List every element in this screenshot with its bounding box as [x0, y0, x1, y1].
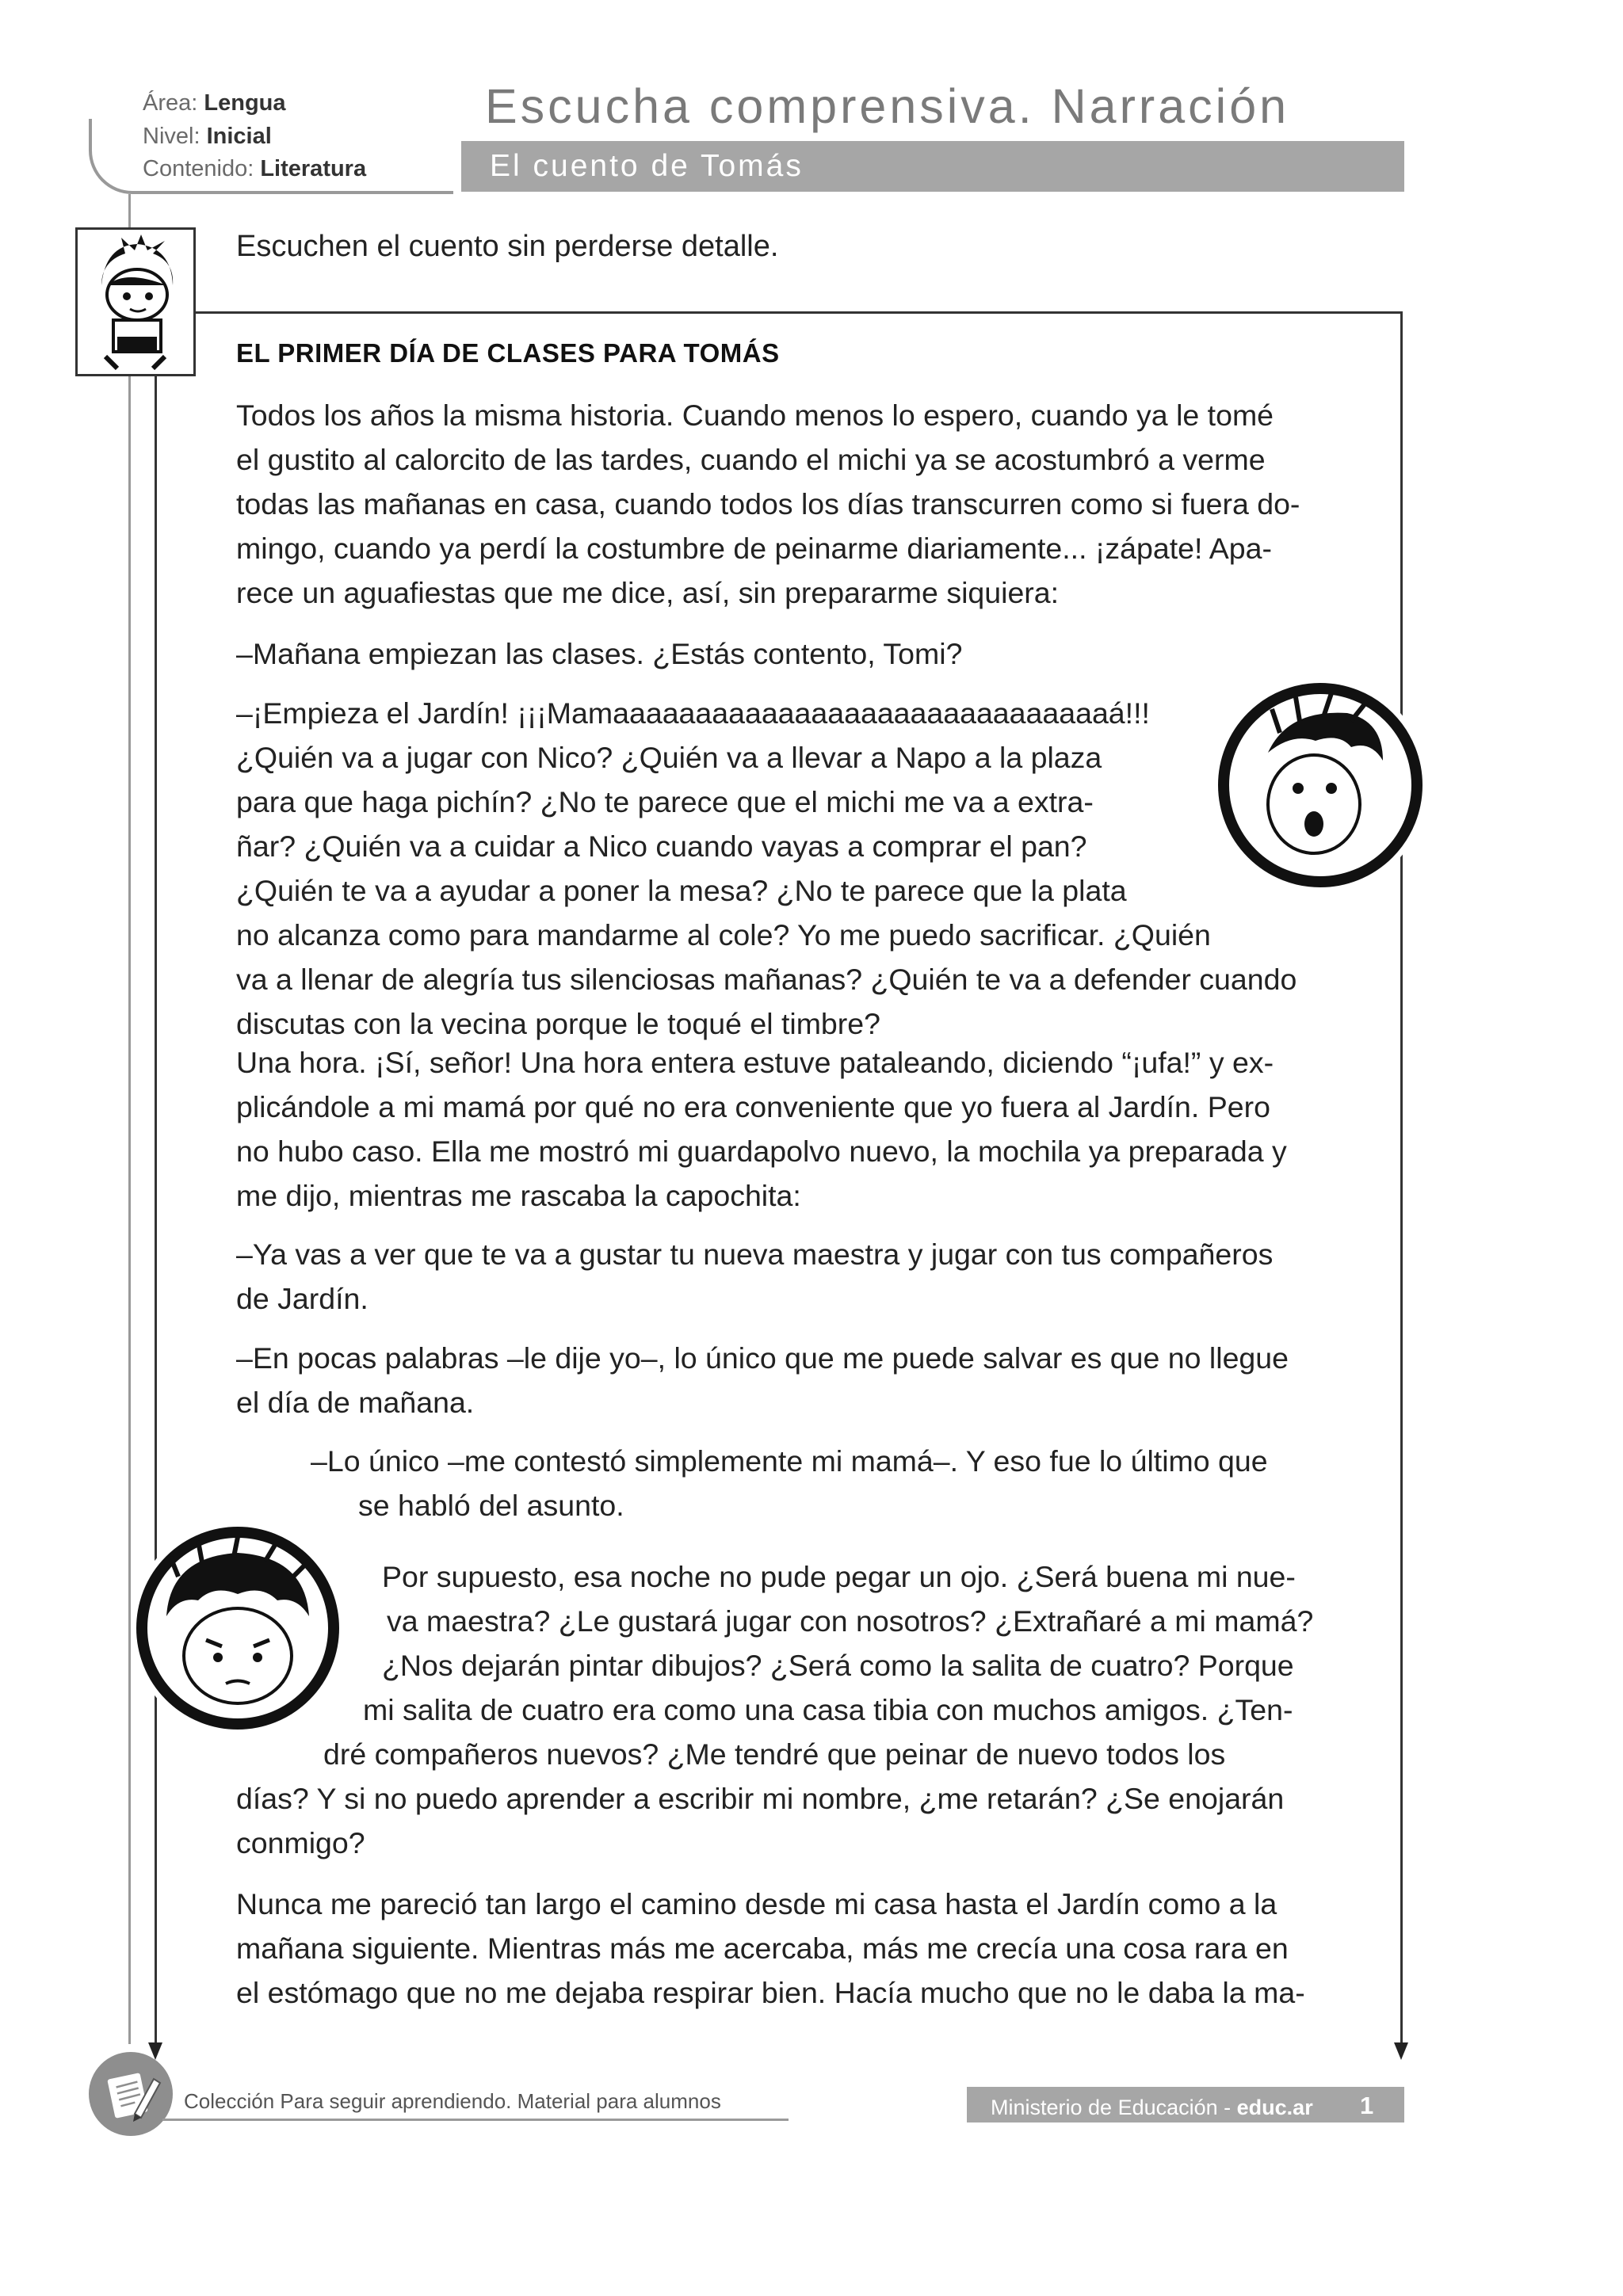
paragraph-9	[236, 1882, 1361, 2015]
text-line: va a llenar de alegría tus silenciosas mañanas? ¿Quién te va a defender cuando	[236, 963, 1297, 996]
text-line: dré compañeros nuevos? ¿Me tendré que peinar de nuevo todos los	[323, 1737, 1226, 1771]
text-line: me dijo, mientras me rascaba la capochita:	[236, 1179, 801, 1212]
paragraph-1	[236, 393, 1361, 615]
text-line: días? Y si no puedo aprender a escribir mi nombre, ¿me retarán? ¿Se enojarán	[236, 1782, 1285, 1815]
paragraph-8	[236, 1554, 1361, 1865]
paragraph-3	[236, 691, 1297, 1046]
story-title: EL PRIMER DÍA DE CLASES PARA TOMÁS	[236, 338, 780, 368]
site-name: educ.ar	[1236, 2096, 1313, 2119]
text-line: mi salita de cuatro era como una casa tibia con muchos amigos. ¿Ten-	[363, 1693, 1293, 1726]
ministry-name: Ministerio de Educación -	[991, 2096, 1237, 2119]
left-outer-rule	[128, 194, 131, 2044]
text-line: –¡Empieza el Jardín! ¡¡¡Mamaaaaaaaaaaaaaaaaaaaaaaaaaaaaaaá!!!	[236, 696, 1150, 730]
footer-collection: Colección Para seguir aprendiendo. Material para alumnos	[184, 2089, 721, 2113]
paragraph-7	[311, 1439, 1361, 1527]
text-line: el día de mañana.	[236, 1386, 475, 1419]
text-line: mingo, cuando ya perdí la costumbre de peinarme diariamente... ¡zápate! Apa-	[236, 532, 1272, 565]
text-line: Nunca me pareció tan largo el camino desde mi casa hasta el Jardín como a la	[236, 1887, 1277, 1920]
text-line: Por supuesto, esa noche no pude pegar un ojo. ¿Será buena mi nue-	[382, 1560, 1296, 1593]
paragraph-6	[236, 1336, 1361, 1425]
notebook-pencil-icon	[89, 2052, 173, 2136]
paragraph-4	[236, 1040, 1361, 1218]
text-line: se habló del asunto.	[358, 1489, 624, 1522]
text-line: no alcanza como para mandarme al cole? Yo me puedo sacrificar. ¿Quién	[236, 918, 1211, 952]
paragraph-2	[236, 631, 1361, 676]
page-number: 1	[1360, 2092, 1374, 2119]
text-line: ¿Quién va a jugar con Nico? ¿Quién va a llevar a Napo a la plaza	[236, 741, 1102, 774]
page-title: Escucha comprensiva. Narración	[485, 79, 1290, 133]
text-line: –Ya vas a ver que te va a gustar tu nueva maestra y jugar con tus compañeros	[236, 1238, 1274, 1271]
text-line: rece un aguafiestas que me dice, así, sin prepararme siquiera:	[236, 576, 1060, 609]
text-line: el gustito al calorcito de las tardes, cuando el michi ya se acostumbró a verme	[236, 443, 1266, 476]
text-line: –Mañana empiezan las clases. ¿Estás contento, Tomi?	[236, 637, 963, 670]
boy-character-box	[75, 227, 196, 376]
text-line: mañana siguiente. Mientras más me acercaba, más me crecía una cosa rara en	[236, 1932, 1289, 1965]
top-frame-rule	[155, 311, 1403, 314]
nivel-label: Nivel:	[143, 124, 200, 149]
boy-character-icon	[78, 230, 193, 374]
text-line: –En pocas palabras –le dije yo–, lo único que me puede salvar es que no llegue	[236, 1341, 1289, 1375]
intro-instruction: Escuchen el cuento sin perderse detalle.	[236, 230, 779, 263]
page-subtitle: El cuento de Tomás	[490, 149, 804, 183]
surprised-boy-portrait	[1212, 677, 1428, 893]
surprised-boy-icon	[1212, 677, 1428, 893]
header-meta-curve	[89, 119, 453, 194]
text-line: Una hora. ¡Sí, señor! Una hora entera estuve pataleando, diciendo “¡ufa!” y ex-	[236, 1046, 1274, 1079]
paragraph-5	[236, 1232, 1361, 1321]
right-arrow-icon	[1394, 2042, 1408, 2060]
text-line: de Jardín.	[236, 1282, 369, 1315]
text-line: ¿Nos dejarán pintar dibujos? ¿Será como la salita de cuatro? Porque	[382, 1649, 1294, 1682]
text-line: plicándole a mi mamá por qué no era conveniente que yo fuera al Jardín. Pero	[236, 1090, 1270, 1123]
text-line: Todos los años la misma historia. Cuando menos lo espero, cuando ya le tomé	[236, 399, 1274, 432]
text-line: discutas con la vecina porque le toqué el timbre?	[236, 1007, 880, 1040]
left-inner-rule	[155, 313, 157, 2044]
area-meta	[143, 92, 286, 115]
right-rule	[1400, 311, 1403, 2044]
contenido-value: Literatura	[260, 156, 367, 181]
text-line: para que haga pichín? ¿No te parece que el michi me va a extra-	[236, 785, 1094, 818]
text-line: ¿Quién te va a ayudar a poner la mesa? ¿No te parece que la plata	[236, 874, 1127, 907]
text-line: todas las mañanas en casa, cuando todos los días transcurren como si fuera do-	[236, 487, 1300, 521]
contenido-label: Contenido:	[143, 156, 254, 181]
text-line: va maestra? ¿Le gustará jugar con nosotros? ¿Extrañaré a mi mamá?	[387, 1604, 1314, 1638]
text-line: –Lo único –me contestó simplemente mi mamá–. Y eso fue lo último que	[311, 1444, 1268, 1478]
text-line: conmigo?	[236, 1826, 365, 1859]
area-label: Área:	[143, 90, 198, 116]
nivel-value: Inicial	[206, 124, 272, 149]
text-line: el estómago que no me dejaba respirar bien. Hacía mucho que no le daba la ma-	[236, 1976, 1305, 2009]
area-value: Lengua	[204, 90, 286, 116]
footer-ministry	[991, 2096, 1313, 2120]
text-line: no hubo caso. Ella me mostró mi guardapolvo nuevo, la mochila ya preparada y	[236, 1135, 1287, 1168]
text-line: ñar? ¿Quién va a cuidar a Nico cuando vayas a comprar el pan?	[236, 830, 1087, 863]
